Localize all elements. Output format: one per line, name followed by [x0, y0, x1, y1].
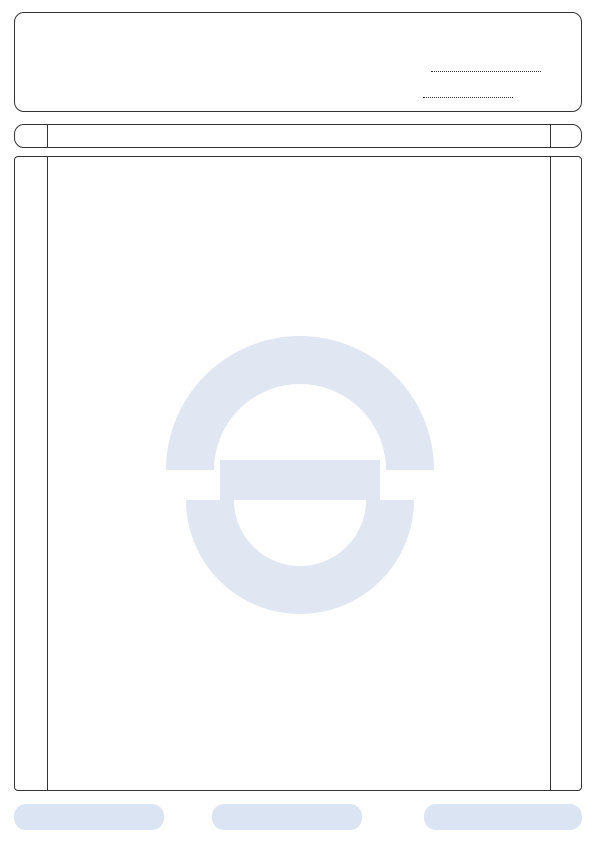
name-field[interactable]: [431, 71, 541, 72]
exam-header: [14, 12, 582, 112]
col-score: [15, 125, 47, 147]
family-field[interactable]: [423, 97, 513, 98]
col-row: [551, 125, 581, 147]
footer-slogan: [424, 804, 582, 830]
questions-table: [14, 156, 582, 791]
footer-page: [212, 804, 362, 830]
col-questions: [47, 125, 551, 147]
footer-site[interactable]: [14, 804, 164, 830]
column-header: [14, 124, 582, 148]
